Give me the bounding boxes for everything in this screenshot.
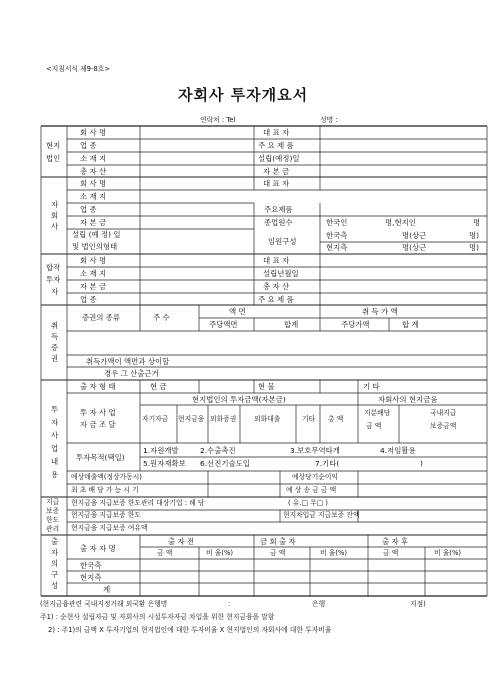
struct-sum-label: 계 (103, 585, 111, 594)
inv-funding-label-1: 투 자 사 업 (80, 408, 116, 417)
inv-own-funds-label: 자기자금 (142, 415, 169, 423)
inv-purpose-3: 3.보호무역타개 (290, 446, 340, 455)
acq-note-2: 경우 그 산출근거 (104, 369, 159, 378)
acq-security-type-label: 증권의 종류 (82, 313, 121, 322)
section-struct-2: 자 (51, 548, 59, 557)
section-guar-4: 관리 (46, 525, 60, 533)
local-capital-label: 자 본 금 (263, 167, 290, 176)
inv-purpose-7: 7.기타( (315, 459, 340, 468)
jv-business-label: 업 종 (80, 295, 97, 304)
inv-min-dividend-label: 최 초 배 당 가 능 시 기 (71, 486, 139, 494)
struct-korea-label: 한국측 (80, 561, 102, 570)
inv-purpose-2: 2.수출촉진 (200, 446, 236, 455)
guar-subject-label: 현지금융 지급보증 한도관리 대상기업 : 해 당 (71, 499, 205, 507)
section-acq-4: 권 (51, 354, 59, 363)
section-struct-5: 성 (51, 581, 59, 590)
sub-main-products-label: 주요제품 (264, 205, 293, 214)
inv-funding-label-2: 자 금 조 달 (80, 420, 116, 429)
jv-ceo-label: 대 표 자 (263, 256, 290, 265)
sub-staff-comp-label: 임원구성 (268, 237, 297, 246)
local-est-date-label: 설립(예정)일 (258, 154, 300, 163)
acq-per-share-face-label: 주당액면 (209, 320, 238, 329)
struct-ratio-1: 비 율(%) (206, 549, 234, 557)
sub-employees-label: 종업원수 (264, 218, 293, 227)
local-total-assets-label: 총 자 산 (80, 167, 107, 176)
local-company-label: 회 사 명 (80, 128, 107, 137)
local-ceo-label: 대 표 자 (263, 128, 290, 137)
local-business-label: 업 종 (80, 141, 97, 150)
struct-ratio-2: 비 율(%) (320, 549, 348, 557)
inv-local-source-label: 현지법인의 투자금액(자본금) (192, 395, 286, 404)
jv-company-label: 회 사 명 (80, 256, 107, 265)
inv-cash-label: 현 금 (150, 382, 167, 391)
inv-domestic-label-1: 국내지급 (430, 409, 457, 417)
guar-balance-label: 현지차입금 지급보증 잔액 (283, 511, 360, 519)
inv-expected-sales-label: 예상매출액(정상가동시) (71, 473, 142, 481)
section-sub-1: 자 (51, 200, 59, 209)
struct-local-finance-label: 금 회 출 자 (260, 537, 296, 546)
footer-branch-label: 지점) (410, 600, 426, 608)
inv-expected-remit-label: 예 상 송 금 금 액 (286, 486, 337, 494)
section-jv-3: 자 (51, 287, 59, 296)
inv-purpose-7-close: ) (420, 459, 423, 468)
section-guar-1: 지급 (46, 498, 60, 506)
section-acq-2: 득 (51, 332, 59, 341)
sub-capital-label: 자 본 금 (80, 218, 107, 227)
inv-forex-loan-label: 외화대출 (254, 415, 281, 423)
section-sub-3: 사 (51, 222, 59, 231)
sub-company-label: 회 사 명 (80, 179, 107, 188)
jv-location-label: 소 재 지 (80, 269, 107, 278)
inv-total-label: 총 액 (328, 415, 344, 423)
inv-purpose-label: 투자목적(택일) (76, 453, 125, 462)
footer-bank-colon: : (228, 600, 231, 608)
struct-amount-3: 금 액 (383, 549, 399, 557)
sub-locals-label: 명,현지인 (385, 218, 416, 227)
section-guar-3: 한도 (46, 516, 60, 524)
section-inv-5: 내 (51, 457, 59, 466)
acq-value-label: 취 득 가 액 (362, 307, 398, 316)
inv-etc-label: 기타 (302, 415, 316, 423)
sub-local-close: 명) (469, 243, 480, 252)
struct-amount-1: 금 액 (157, 549, 173, 557)
struct-before-label: 출 자 전 (168, 537, 195, 546)
section-local-corp-1: 현지 (46, 141, 61, 150)
inv-domestic-label-2: 보증금액 (430, 422, 457, 430)
section-struct-4: 구 (51, 570, 59, 579)
struct-amount-2: 금 액 (270, 549, 286, 557)
section-jv-1: 합작 (46, 263, 61, 272)
local-main-products-label: 주 요 제 품 (258, 141, 294, 150)
inv-purpose-4: 4.저임활용 (380, 446, 416, 455)
jv-total-assets-label: 총 자 산 (263, 282, 290, 291)
sub-ceo-label: 대 표 자 (263, 179, 290, 188)
jv-capital-label: 자 본 금 (80, 282, 107, 291)
footer-note-1: 주1) : 순현사 설립자금 및 자회사의 시설투자자금 차입을 위한 현지금융을 말함 (40, 613, 275, 621)
page-title: 자회사 투자개요서 (178, 86, 309, 104)
acq-per-share-acq-label: 주당가액 (341, 320, 370, 329)
section-local-corp-2: 법인 (46, 154, 61, 163)
local-location-label: 소 재 지 (80, 154, 107, 163)
struct-after-label: 출 자 후 (382, 537, 409, 546)
footer-bank-label: 은행 (312, 600, 326, 608)
contact-name-label: 성명 : (320, 116, 338, 124)
inv-local-finance-label: 현지금융 (178, 415, 205, 423)
sub-korea-permanent: 명(상근 (402, 231, 427, 240)
inv-in-kind-label: 현 물 (258, 382, 275, 391)
acq-total-2-label: 합 계 (402, 320, 419, 329)
sub-korea-side-label: 한국측 (326, 231, 348, 240)
sub-people-unit: 명 (473, 218, 481, 227)
sub-local-side-label: 현지측 (326, 243, 348, 252)
guar-margin-label: 현지금융 지급보증 여유액 (71, 524, 148, 532)
section-acq-3: 증 (51, 343, 59, 352)
acq-total-label: 합계 (284, 320, 299, 329)
section-sub-2: 회 (51, 211, 59, 220)
inv-purpose-6: 6.선진기술도입 (200, 459, 250, 468)
inv-contribution-form-label: 출 자 형 태 (80, 382, 116, 391)
section-inv-3: 사 (51, 431, 59, 440)
acq-face-value-label: 액 면 (229, 307, 246, 316)
sub-korea-close: 명) (469, 231, 480, 240)
sub-business-label: 업 종 (80, 205, 97, 214)
struct-investor-name-label: 출 자 자 명 (80, 544, 116, 553)
inv-other-label: 기 타 (363, 382, 380, 391)
inv-purpose-1: 1.자원개발 (143, 446, 179, 455)
struct-local-label: 현지측 (80, 573, 102, 582)
acq-note-1: 취득가액이 액면과 상이할 (86, 357, 170, 366)
section-inv-1: 투 (51, 405, 59, 414)
sub-corp-form-label: 및 법인의형태 (72, 242, 118, 251)
sub-koreans-label: 한국인 (326, 218, 348, 227)
section-inv-4: 업 (51, 444, 59, 453)
sub-est-date-label: 설립 (예 정) 일 (72, 230, 121, 239)
inv-expected-tech-label: 예상당기순이익 (292, 473, 338, 481)
inv-purpose-5: 5.원자재확보 (143, 459, 186, 468)
inv-guarantee-label-1: 지분배당 (364, 409, 391, 417)
section-struct-3: 의 (51, 559, 59, 568)
section-acq-1: 취 (51, 321, 59, 330)
section-struct-1: 출 (51, 537, 59, 546)
inv-forex-securities-label: 외화증권 (210, 415, 237, 423)
inv-guarantee-label-2: 금 액 (366, 422, 382, 430)
section-jv-2: 투자 (46, 275, 61, 284)
sub-local-permanent: 명(상근 (402, 243, 427, 252)
sub-location-label: 소 재 지 (80, 192, 107, 201)
jv-est-date-label: 설립년월일 (263, 269, 299, 278)
footer-note-2: 2) : 주1)의 금액 X 투자기업의 현지법인에 대한 투자비율 X 현지법인의 자회사에 대한 투자비율 (48, 626, 332, 634)
inv-sub-local-financing-label: 자회사의 현지금융 (378, 395, 438, 404)
section-inv-6: 용 (51, 470, 59, 479)
contact-tel-label: 연락처 : Tel (200, 116, 236, 124)
section-inv-2: 자 (51, 418, 59, 427)
struct-ratio-3: 비 율(%) (434, 549, 462, 557)
acq-shares-label: 주 수 (153, 313, 170, 322)
guar-limit-label: 현지금융 지급보증 한도 (71, 511, 141, 519)
form-number: <지침서식 제9-8호> (46, 65, 111, 73)
jv-main-products-label: 주 요 제 품 (258, 295, 294, 304)
section-guar-2: 보증 (46, 507, 60, 515)
footer-bank-line: (현지금융관련 국내지정거래 외국환 은행명 (40, 600, 168, 608)
guar-yes-no-check: ( 유.□ 무□ ) (288, 499, 328, 507)
